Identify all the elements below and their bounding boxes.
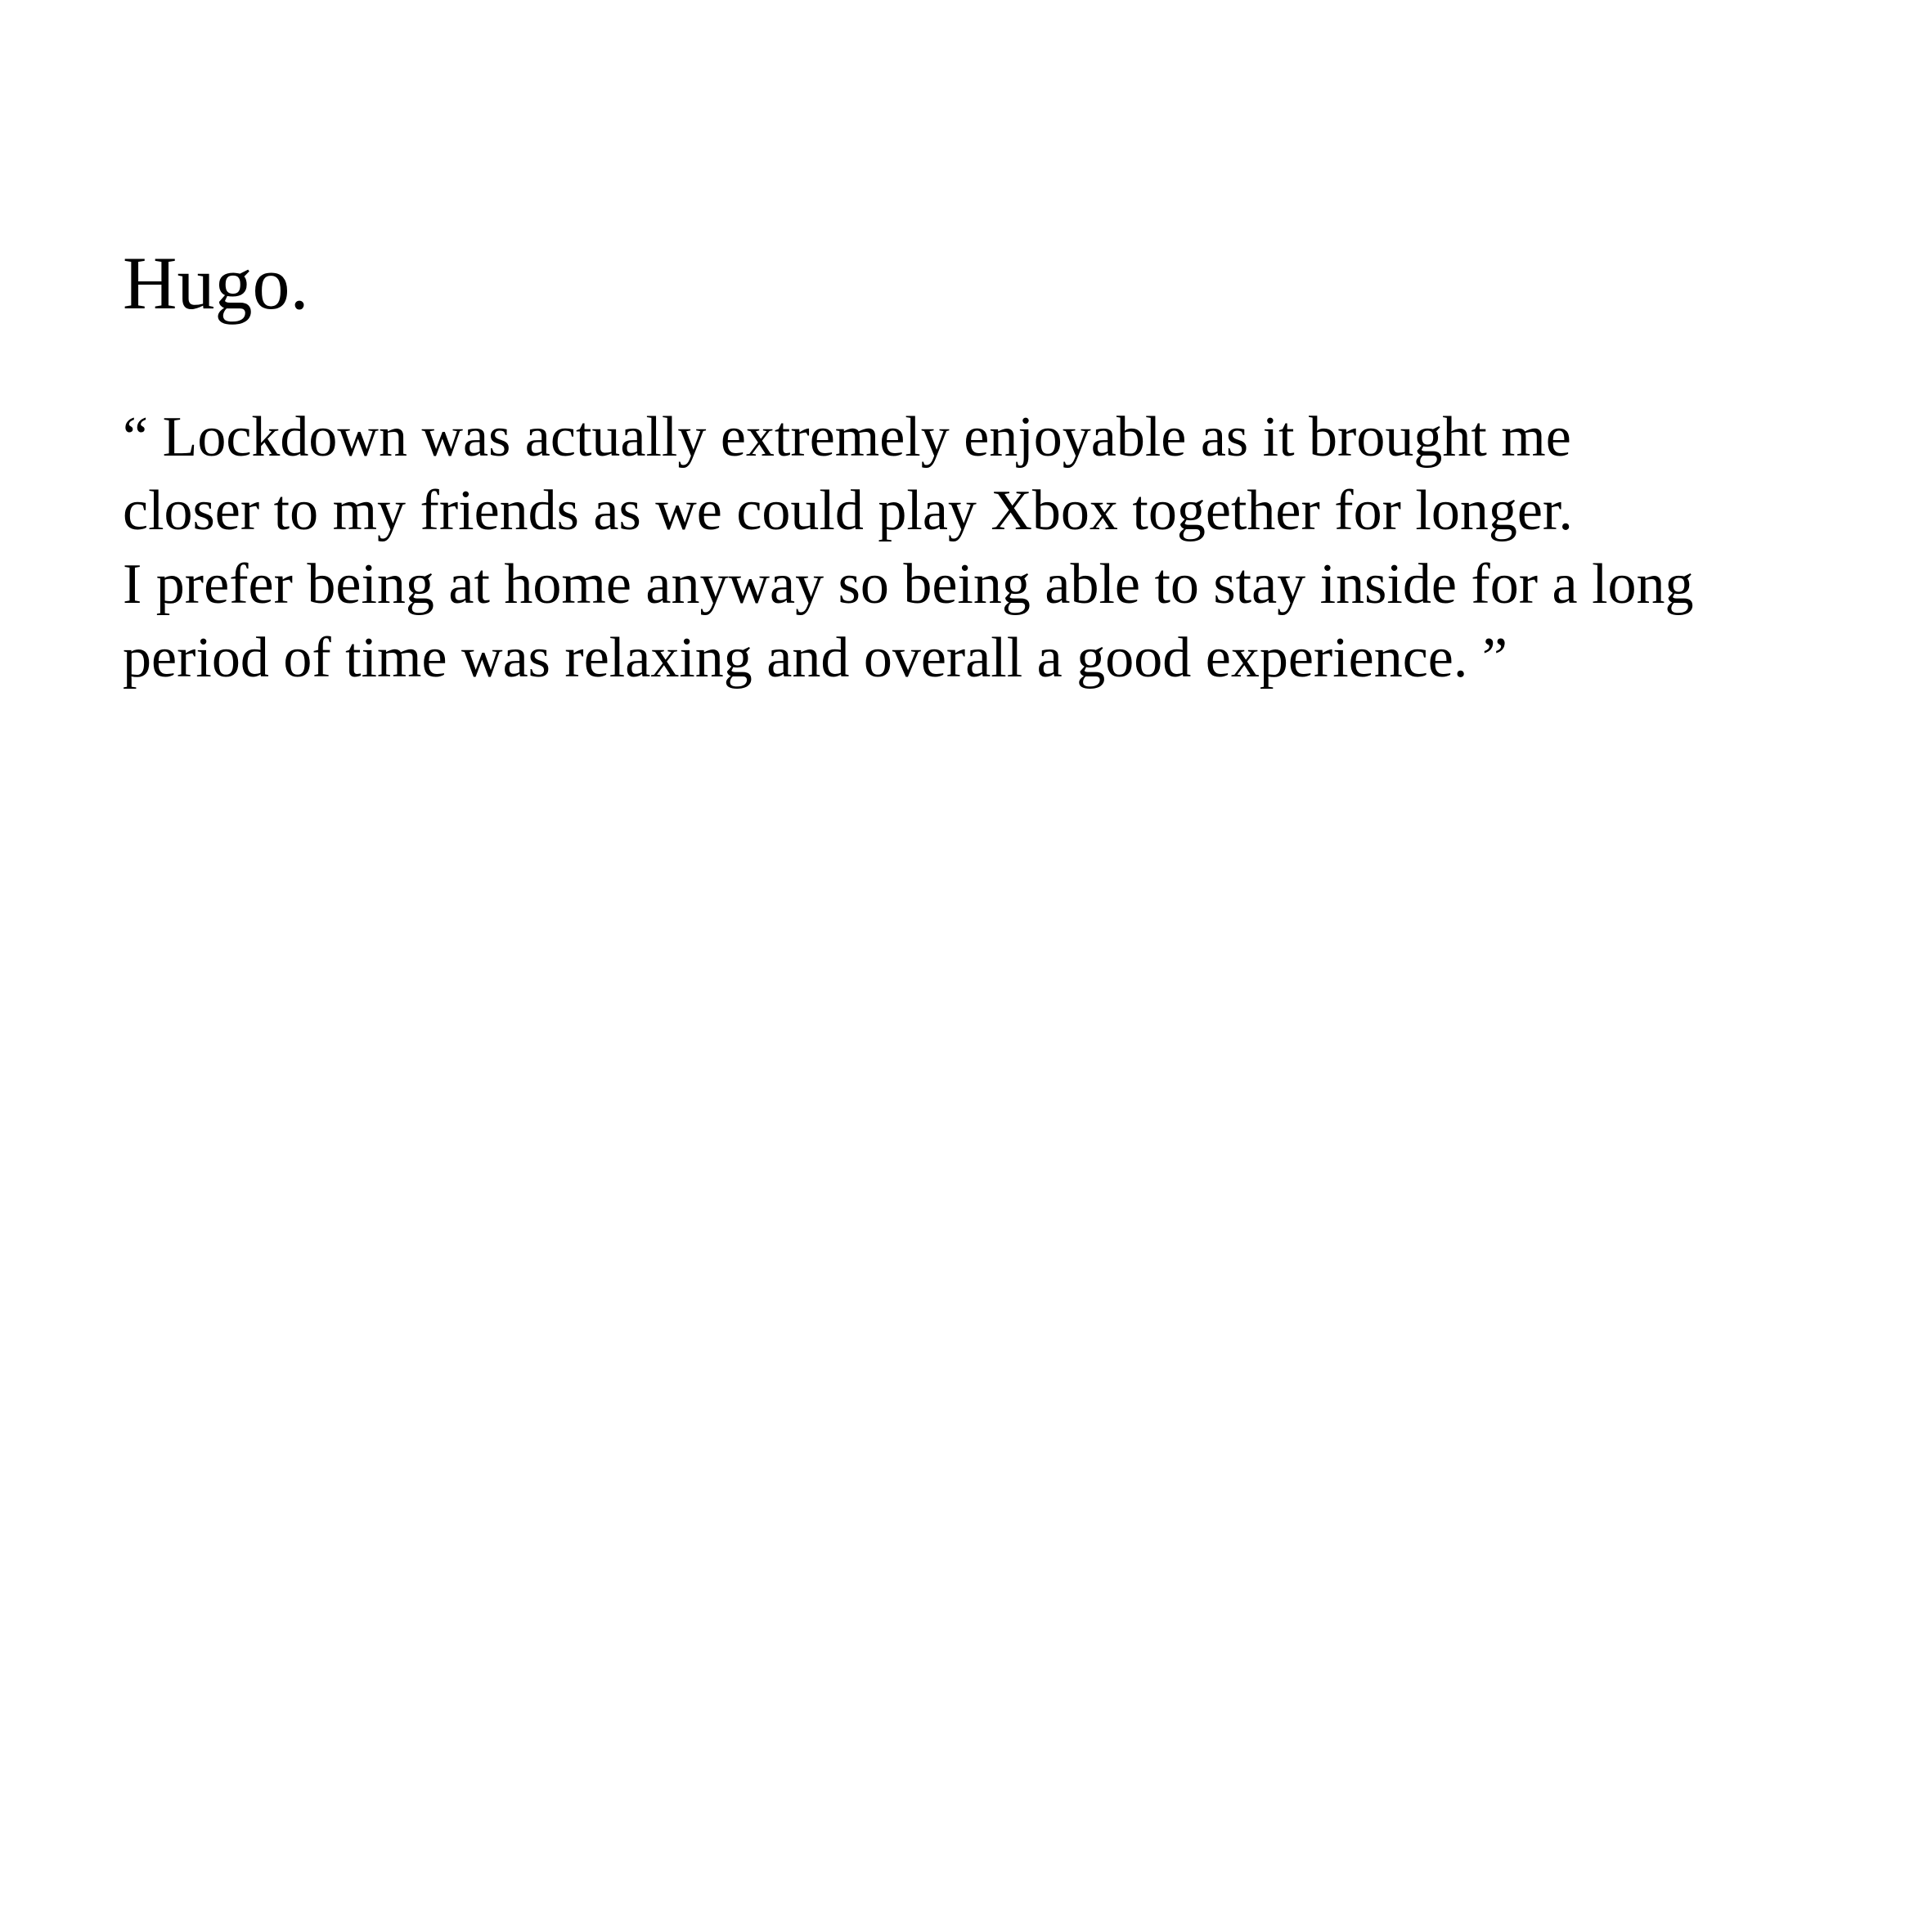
quote-line-1: “ Lockdown was actually extremely enjoyable as it brought me (123, 406, 1571, 469)
person-name-heading: Hugo. (123, 241, 309, 325)
testimonial-quote (123, 401, 1694, 695)
quote-line-2: closer to my friends as we could play Xbox together for longer. (123, 479, 1573, 542)
quote-line-4: period of time was relaxing and overall a good experience. ” (123, 627, 1507, 690)
quote-line-3: I prefer being at home anyway so being able to stay inside for a long (123, 553, 1694, 616)
